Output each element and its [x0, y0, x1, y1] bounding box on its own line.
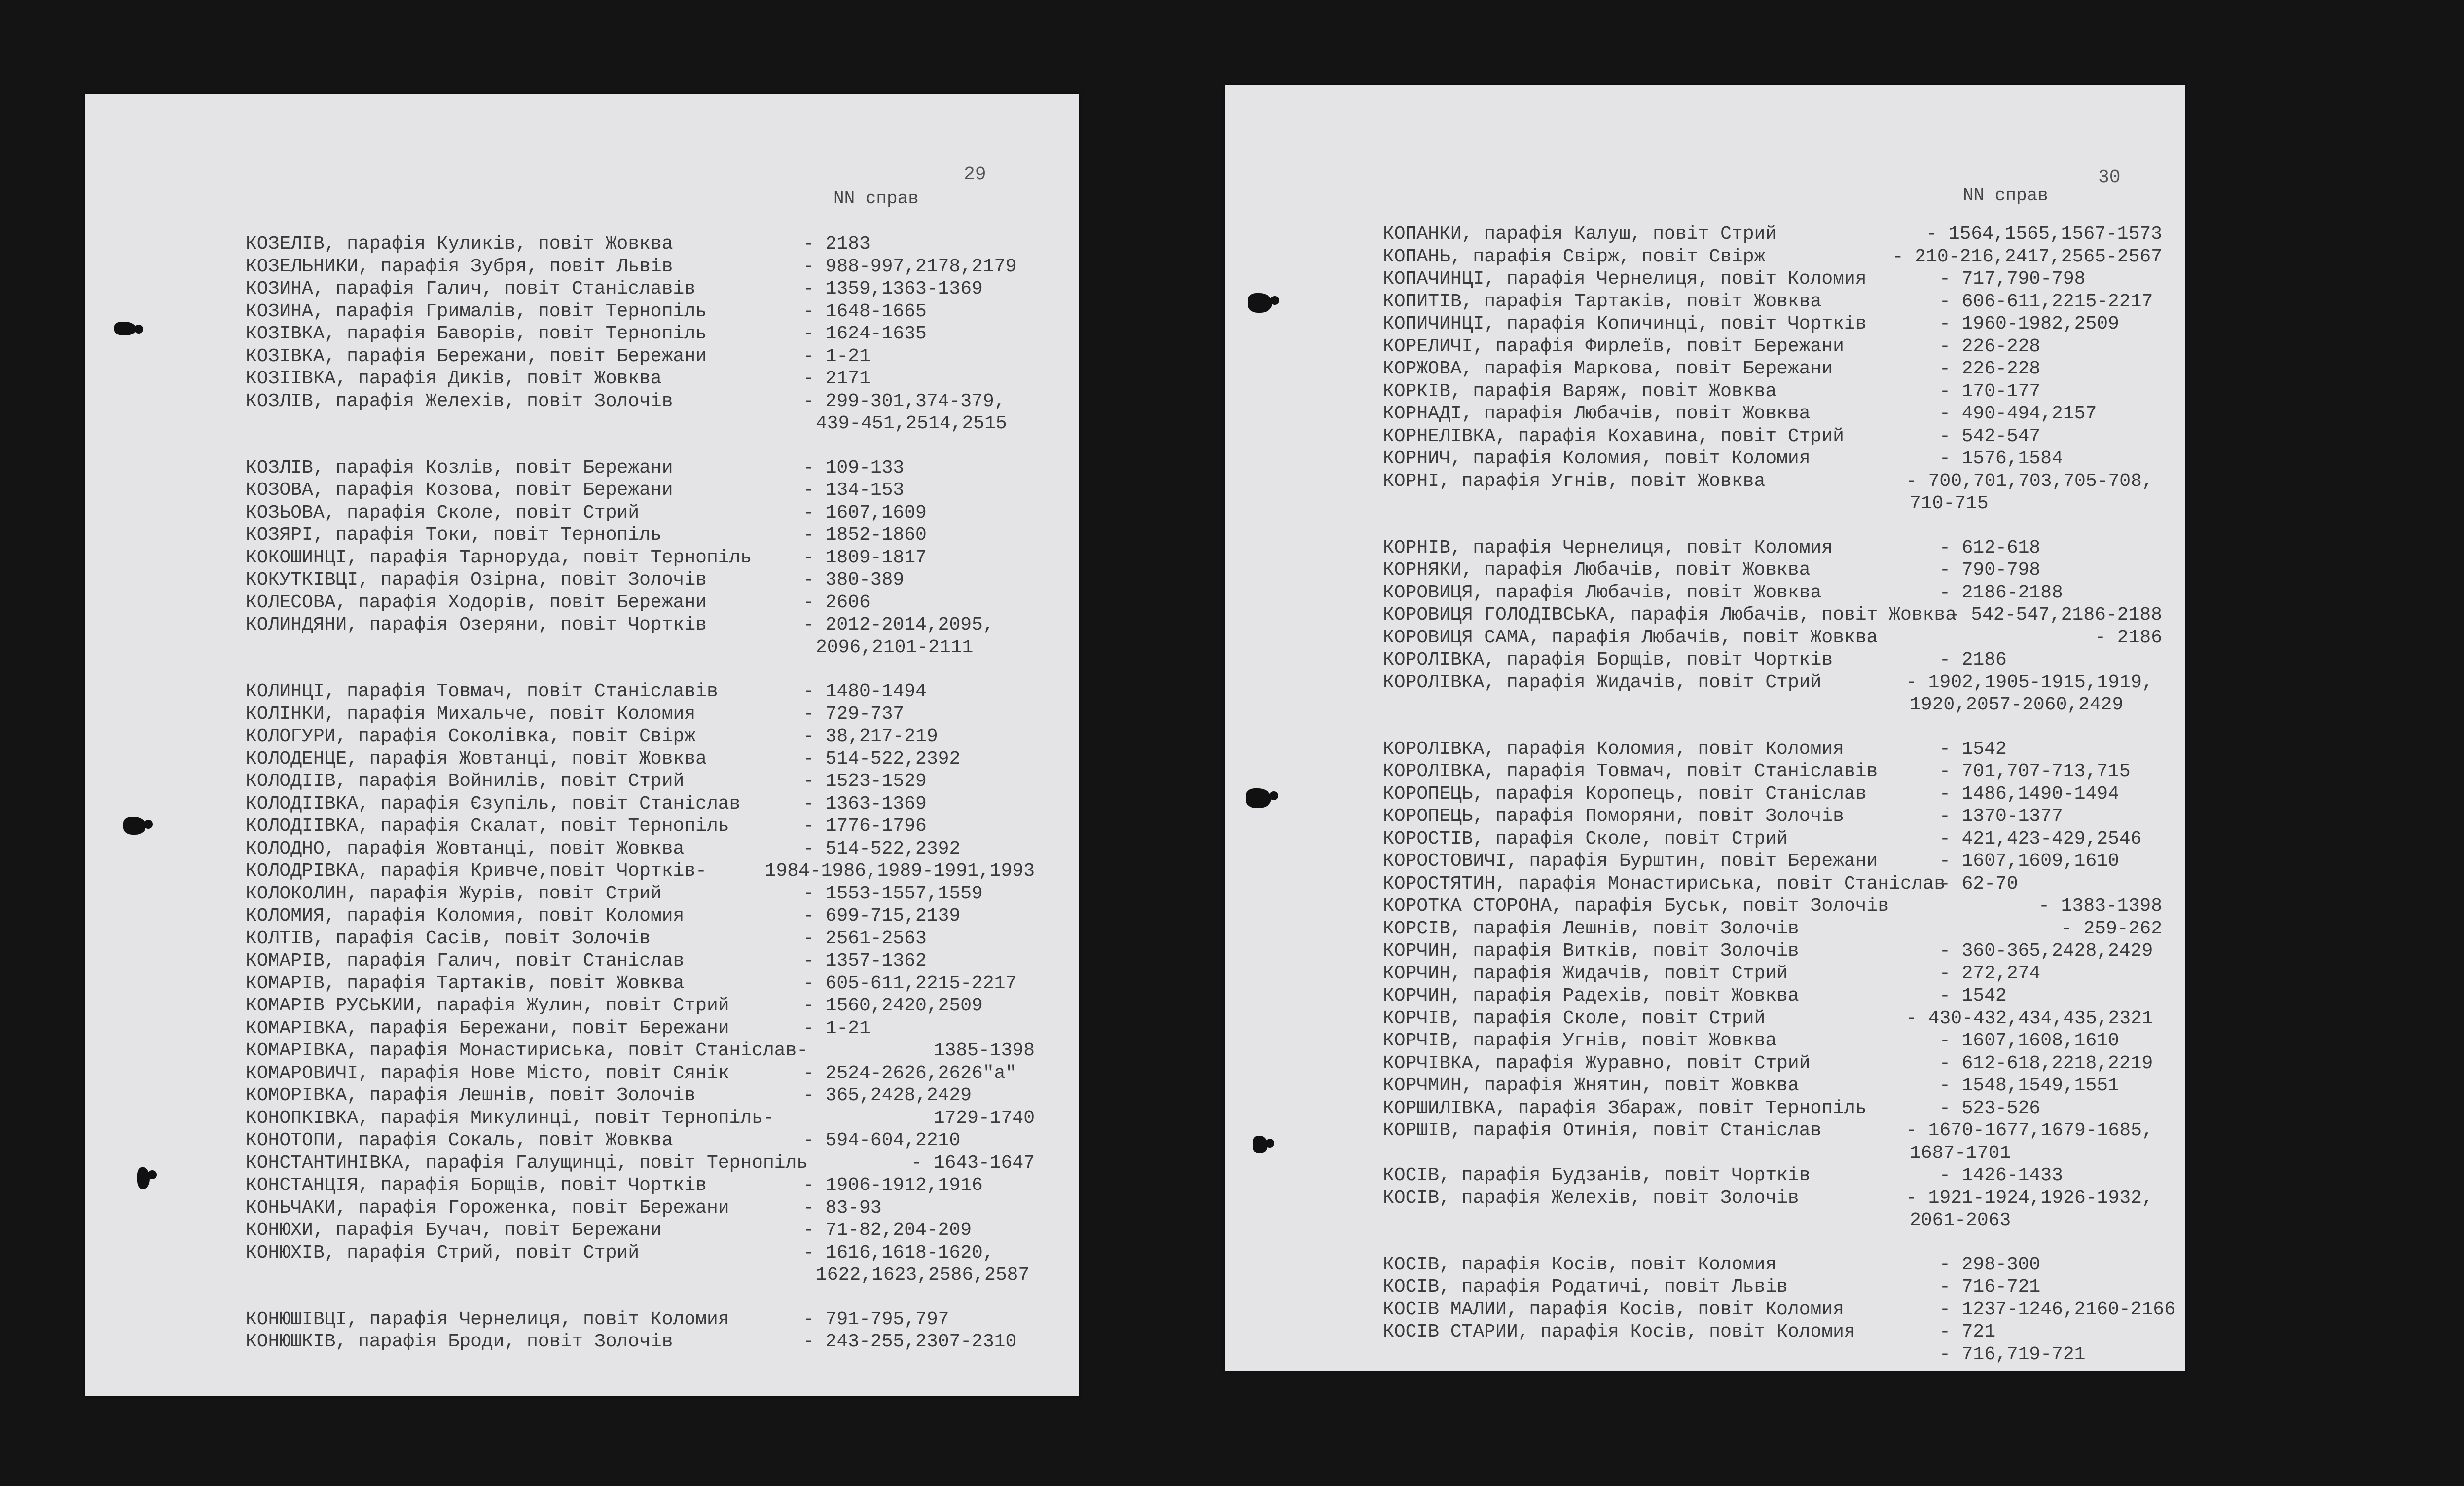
index-entry [246, 368, 1035, 390]
place-name: КОРОСТЯТИН, парафія Монастириська, повіт Станіслав [1383, 873, 1946, 894]
index-entries [246, 233, 1035, 1353]
case-numbers: - 1624-1635 [803, 323, 927, 344]
index-entry [1383, 738, 2162, 761]
place-name: КОЛИНДЯНИ, парафія Озеряни, повіт Чортків [246, 614, 707, 635]
case-numbers: - 1363-1369 [803, 793, 927, 815]
case-numbers: - 1426-1433 [1939, 1165, 2063, 1186]
case-numbers: - 523-526 [1939, 1097, 2041, 1119]
place-name: КОРНАДІ, парафія Любачів, повіт Жовква [1383, 403, 1811, 424]
case-numbers: - 1542 [1939, 985, 2007, 1006]
place-name: КОНСТАНТИНІВКА, парафія Галущинці, повіт Тернопіль [246, 1152, 808, 1174]
place-name: КОЛОДІІВКА, парафія Єзупіль, повіт Станіслав [246, 793, 741, 815]
case-numbers: - 1921-1924,1926-1932, [1906, 1187, 2153, 1209]
place-name: КОРНІВ, парафія Чернелиця, повіт Коломия [1383, 537, 1833, 558]
case-numbers: - 421,423-429,2546 [1939, 828, 2142, 850]
place-name: КОРЧМИН, парафія Жнятин, повіт Жовква [1383, 1075, 1799, 1096]
index-entry [246, 703, 1035, 726]
place-name: КОПАНЬ, парафія Свірж, повіт Свірж [1383, 246, 1766, 267]
case-numbers: - 1486,1490-1494 [1939, 783, 2119, 805]
place-name: КОРЧИН, парафія Радехів, повіт Жовква [1383, 985, 1799, 1006]
index-entry [246, 1152, 1035, 1175]
case-numbers: - 514-522,2392 [803, 748, 961, 770]
place-name: КОРОВИЦЯ, парафія Любачів, повіт Жовква [1383, 582, 1822, 603]
case-numbers: - 1809-1817 [803, 547, 927, 568]
punch-hole-mark [1248, 293, 1272, 313]
index-entry [246, 524, 1035, 547]
case-numbers: - 226-228 [1939, 335, 2041, 357]
index-entry [1383, 1187, 2162, 1232]
place-name: КОСІВ, парафія Желехів, повіт Золочів [1383, 1187, 1799, 1209]
case-numbers: - 2183 [803, 233, 870, 255]
case-numbers: - 1648-1665 [803, 300, 927, 322]
case-numbers: - 700,701,703,705-708, [1906, 470, 2153, 492]
place-name: КОРОСТІВ, парафія Сколе, повіт Стрий [1383, 828, 1788, 850]
case-numbers: - 791-795,797 [803, 1308, 949, 1330]
index-entry [246, 1084, 1035, 1107]
index-entry [1383, 671, 2162, 716]
place-name: КОМАРІВКА, парафія Бережани, повіт Бережани [246, 1017, 729, 1039]
index-entry [246, 569, 1035, 592]
index-entry [246, 1062, 1035, 1085]
case-numbers: - 2606 [803, 592, 870, 613]
index-entry [1383, 1254, 2162, 1276]
index-entry [1383, 223, 2162, 246]
index-entry [1383, 649, 2162, 671]
place-name: КОЗИНА, парафія Галич, повіт Станіславів [246, 278, 696, 299]
index-entry [246, 1040, 1035, 1062]
place-name: КОЗИНА, парафія Грималів, повіт Тернопіль [246, 300, 707, 322]
place-name: КОСІВ, парафія Будзанів, повіт Чортків [1383, 1165, 1811, 1186]
place-name: КОСІВ МАЛИИ, парафія Косів, повіт Коломия [1383, 1299, 1844, 1320]
case-numbers: - 1670-1677,1679-1685, [1906, 1120, 2153, 1141]
place-name: КОЗІВКА, парафія Баворів, повіт Тернопіль [246, 323, 707, 344]
index-entry [1383, 1030, 2162, 1052]
index-entry [1383, 470, 2162, 515]
place-name: КОКОШИНЦІ, парафія Тарноруда, повіт Тернопіль [246, 547, 752, 568]
case-numbers: - 380-389 [803, 569, 905, 591]
index-entry [246, 502, 1035, 524]
case-numbers: - 1902,1905-1915,1919, [1906, 671, 2153, 693]
punch-hole-mark [123, 817, 146, 835]
place-name: КОСІВ СТАРИИ, парафія Косів, повіт Коломия [1383, 1321, 1855, 1342]
case-numbers: - 1560,2420,2509 [803, 995, 983, 1016]
case-numbers: - 514-522,2392 [803, 838, 961, 859]
case-numbers: - 1960-1982,2509 [1939, 313, 2119, 334]
place-name: КОРОЛІВКА, парафія Коломия, повіт Коломия [1383, 738, 1844, 760]
case-numbers-continued: 1920,2057-2060,2429 [1910, 694, 2124, 715]
case-numbers: - 1616,1618-1620, [803, 1242, 994, 1263]
case-numbers-continued: 439-451,2514,2515 [816, 413, 1007, 434]
place-name: КОПАНКИ, парафія Калуш, повіт Стрий [1383, 223, 1777, 245]
case-numbers: - 2186 [1939, 649, 2007, 670]
index-entry [246, 1017, 1035, 1040]
index-entry [1383, 1007, 2162, 1030]
place-name: КОЛОДРІВКА, парафія Кривче,повіт Чортків- [246, 860, 707, 882]
place-name: КОРНЯКИ, парафія Любачів, повіт Жовква [1383, 559, 1811, 581]
place-name: КОПИЧИНЦІ, парафія Копичинці, повіт Чортків [1383, 313, 1867, 334]
place-name: КОПАЧИНЦІ, парафія Чернелиця, повіт Коломия [1383, 268, 1867, 290]
place-name: КОНСТАНЦІЯ, парафія Борщів, повіт Чортків [246, 1175, 707, 1196]
case-numbers: - 2186-2188 [1939, 582, 2063, 603]
case-numbers: - 1523-1529 [803, 771, 927, 792]
place-name: КОРЧІВКА, парафія Журавно, повіт Стрий [1383, 1052, 1811, 1074]
case-numbers: - 226-228 [1939, 358, 2041, 379]
index-entry [1383, 604, 2162, 627]
place-name: КОРОПЕЦЬ, парафія Коропець, повіт Станіслав [1383, 783, 1867, 805]
place-name: КОЛОМИЯ, парафія Коломия, повіт Коломия [246, 905, 685, 927]
place-name: КОМОРІВКА, парафія Лешнів, повіт Золочів [246, 1085, 696, 1106]
index-entry [1383, 246, 2162, 268]
case-numbers: - 1542 [1939, 738, 2007, 760]
case-numbers: - 717,790-798 [1939, 268, 2086, 290]
case-numbers: - 612-618 [1939, 537, 2041, 558]
index-entry [246, 748, 1035, 771]
place-name: КОСІВ, парафія Родатичі, повіт Львів [1383, 1276, 1788, 1298]
place-name: КОРНЕЛІВКА, парафія Кохавина, повіт Стрий [1383, 425, 1844, 447]
index-entry [1383, 1321, 2162, 1343]
case-numbers: 1984-1986,1989-1991,1993 [764, 860, 1035, 882]
index-entry [246, 725, 1035, 748]
place-name: КОРОЛІВКА, парафія Товмач, повіт Станіславів [1383, 761, 1878, 782]
case-numbers: - 1237-1246,2160-2166 [1939, 1299, 2175, 1320]
index-entry [1383, 918, 2162, 940]
place-name: КОРКІВ, парафія Варяж, повіт Жовква [1383, 380, 1777, 402]
place-name: КОРЧІВ, парафія Угнів, повіт Жовква [1383, 1030, 1777, 1051]
column-header: NN справ [1963, 186, 2048, 206]
case-numbers: - 594-604,2210 [803, 1130, 961, 1151]
place-name: КОРЕЛИЧІ, парафія Фирлеїв, повіт Бережани [1383, 335, 1844, 357]
index-entry [246, 323, 1035, 345]
index-entry [246, 1242, 1035, 1287]
index-entry [246, 1331, 1035, 1353]
case-numbers-continued: 2096,2101-2111 [816, 636, 974, 658]
place-name: КОРШИЛІВКА, парафія Збараж, повіт Тернопіль [1383, 1097, 1867, 1119]
punch-hole-mark [137, 1167, 150, 1189]
place-name: КОНЮШІВЦІ, парафія Чернелиця, повіт Коломия [246, 1308, 729, 1330]
case-numbers: - 2171 [803, 368, 870, 389]
place-name: КОЛОДІІВКА, парафія Скалат, повіт Тернопіль [246, 816, 729, 837]
index-entry [246, 1174, 1035, 1197]
place-name: КОМАРІВ, парафія Тартаків, повіт Жовква [246, 972, 685, 994]
place-name: КОЛІНКИ, парафія Михальче, повіт Коломия [246, 703, 696, 725]
index-entry [246, 972, 1035, 995]
index-entry [246, 614, 1035, 659]
index-entry [1383, 447, 2162, 470]
right-document-page [1225, 85, 2185, 1371]
place-name: КОЗЯРІ, парафія Токи, повіт Тернопіль [246, 524, 662, 546]
case-numbers: - 1607,1608,1610 [1939, 1030, 2119, 1051]
case-numbers: - 2012-2014,2095, [803, 614, 994, 635]
index-entry [246, 793, 1035, 816]
case-numbers: - 299-301,374-379, [803, 390, 1006, 412]
place-name: КОМАРІВ, парафія Галич, повіт Станіслав [246, 950, 685, 971]
index-entry [1383, 760, 2162, 783]
case-numbers: - 2561-2563 [803, 928, 927, 949]
index-entry [1383, 783, 2162, 806]
place-name: КОНОТОПИ, парафія Сокаль, повіт Жовква [246, 1130, 673, 1151]
index-entry [246, 860, 1035, 883]
index-entry [246, 928, 1035, 950]
index-entry [1383, 335, 2162, 358]
case-numbers: - 790-798 [1939, 559, 2041, 581]
case-numbers-continued: 1687-1701 [1910, 1142, 2011, 1164]
case-numbers: - 1576,1584 [1939, 448, 2063, 469]
punch-hole-mark [1246, 788, 1271, 808]
place-name: КОРОТКА СТОРОНА, парафія Буськ, повіт Золочів [1383, 895, 1889, 917]
place-name: КОЛОДНО, парафія Жовтанці, повіт Жовква [246, 838, 685, 859]
case-numbers: - 1607,1609,1610 [1939, 851, 2119, 872]
punch-hole-mark [114, 322, 136, 335]
case-numbers: - 1480-1494 [803, 681, 927, 702]
index-entry [246, 390, 1035, 435]
place-name: КОЗЕЛЬНИКИ, парафія Зубря, повіт Львів [246, 256, 673, 277]
place-name: КОРЖОВА, парафія Маркова, повіт Бережани [1383, 358, 1833, 379]
place-name: КОЗІВКА, парафія Бережани, повіт Бережани [246, 345, 707, 367]
place-name: КОЛЕСОВА, парафія Ходорів, повіт Бережани [246, 592, 707, 613]
index-entry [1383, 895, 2162, 918]
case-numbers: - 716-721 [1939, 1276, 2041, 1298]
case-numbers: - 170-177 [1939, 380, 2041, 402]
case-numbers: - 71-82,204-209 [803, 1220, 972, 1241]
index-entry [246, 770, 1035, 793]
case-numbers-continued: 2061-2063 [1910, 1210, 2011, 1231]
case-numbers: - 243-255,2307-2310 [803, 1331, 1017, 1352]
case-numbers: - 1-21 [803, 345, 870, 367]
case-numbers: - 134-153 [803, 480, 905, 501]
index-entry [1383, 559, 2162, 582]
index-entry [246, 300, 1035, 323]
place-name: КОРОЛІВКА, парафія Борщів, повіт Чортків [1383, 649, 1833, 670]
place-name: КОРОВИЦЯ ГОЛОДІВСЬКА, парафія Любачів, повіт Жовква [1383, 604, 1957, 626]
case-numbers: - 1370-1377 [1939, 806, 2063, 827]
index-entry [1383, 940, 2162, 963]
place-name: КОРЧИН, парафія Витків, повіт Золочів [1383, 940, 1799, 962]
index-entry [1383, 582, 2162, 604]
index-entry [1383, 985, 2162, 1007]
index-entries [1383, 223, 2175, 1366]
place-name: КОЗЛІВ, парафія Желехів, повіт Золочів [246, 390, 673, 412]
case-numbers: - 1548,1549,1551 [1939, 1075, 2119, 1096]
place-name: КОРНІ, парафія Угнів, повіт Жовква [1383, 470, 1766, 492]
case-numbers: - 83-93 [803, 1197, 882, 1219]
place-name: КОЗЛІВ, парафія Козлів, повіт Бережани [246, 457, 673, 479]
index-entry [1383, 850, 2162, 873]
index-entry [246, 905, 1035, 928]
index-entry [246, 1219, 1035, 1242]
place-name: КОМАРІВ РУСЬКИИ, парафія Жулин, повіт Стрий [246, 995, 729, 1016]
case-numbers: - 1906-1912,1916 [803, 1175, 983, 1196]
place-name: КОЗОВА, парафія Козова, повіт Бережани [246, 480, 673, 501]
index-entry [1383, 358, 2162, 380]
place-name: КОСІВ, парафія Косів, повіт Коломия [1383, 1254, 1777, 1275]
case-numbers: - 272,274 [1939, 963, 2041, 984]
case-numbers: - 430-432,434,435,2321 [1906, 1007, 2153, 1029]
place-name: КОРСІВ, парафія Лешнів, повіт Золочів [1383, 918, 1799, 939]
place-name: КОЗІІВКА, парафія Диків, повіт Жовква [246, 368, 662, 389]
index-entry [1383, 291, 2162, 313]
place-name: КОРОЛІВКА, парафія Жидачів, повіт Стрий [1383, 671, 1822, 693]
index-entry [246, 950, 1035, 972]
case-numbers: - 2186 [2095, 627, 2162, 648]
index-entry [1383, 873, 2162, 895]
case-numbers: - 1359,1363-1369 [803, 278, 983, 299]
case-numbers: - 699-715,2139 [803, 905, 961, 927]
index-entry [246, 1129, 1035, 1152]
index-entry [1383, 1052, 2162, 1075]
case-numbers: - 365,2428,2429 [803, 1085, 972, 1106]
case-numbers: - 38,217-219 [803, 726, 938, 747]
place-name: КОНЬЧАКИ, парафія Гороженка, повіт Бережани [246, 1197, 729, 1219]
case-numbers: - 210-216,2417,2565-2567 [1892, 246, 2162, 267]
case-numbers: 1385-1398 [933, 1040, 1035, 1061]
index-entry [1383, 828, 2162, 851]
place-name: КОНЮХІВ, парафія Стрий, повіт Стрий [246, 1242, 640, 1263]
index-entry [1383, 425, 2162, 448]
case-numbers: - 988-997,2178,2179 [803, 256, 1017, 277]
index-entry [1383, 627, 2162, 649]
place-name: КОРЧИН, парафія Жидачів, повіт Стрий [1383, 963, 1788, 984]
index-entry [246, 815, 1035, 838]
punch-hole-mark [1253, 1136, 1268, 1153]
index-entry [1383, 805, 2162, 828]
place-name: КОЛОГУРИ, парафія Соколівка, повіт Свірж [246, 726, 696, 747]
index-entry [246, 680, 1035, 703]
place-name: КОРНИЧ, парафія Коломия, повіт Коломия [1383, 448, 1811, 469]
index-entry [246, 592, 1035, 614]
case-numbers: - 606-611,2215-2217 [1939, 291, 2153, 312]
page-number: 30 [2098, 167, 2121, 188]
case-numbers: - 1643-1647 [911, 1152, 1035, 1174]
case-numbers: - 542-547 [1939, 425, 2041, 447]
place-name: КОНЮХИ, парафія Бучач, повіт Бережани [246, 1220, 662, 1241]
place-name: КОЛОДІІВ, парафія Войнилів, повіт Стрий [246, 771, 685, 792]
index-entry [246, 1107, 1035, 1130]
index-entry [1383, 403, 2162, 425]
page-number: 29 [964, 164, 986, 185]
case-numbers: - 1-21 [803, 1017, 870, 1039]
place-name: КОЛОКОЛИН, парафія Журів, повіт Стрий [246, 883, 662, 904]
place-name: КОНЮШКІВ, парафія Броди, повіт Золочів [246, 1331, 673, 1352]
index-entry [246, 256, 1035, 278]
case-numbers: - 1357-1362 [803, 950, 927, 971]
index-entry [246, 995, 1035, 1017]
index-entry [246, 278, 1035, 300]
case-numbers: - 716,719-721 [1939, 1343, 2086, 1365]
case-numbers: - 2524-2626,2626"а" [803, 1062, 1017, 1084]
index-entry [1383, 1299, 2175, 1321]
place-name: КОРШІВ, парафія Отинія, повіт Станіслав [1383, 1120, 1822, 1141]
case-numbers: - 605-611,2215-2217 [803, 972, 1017, 994]
index-entry [1383, 963, 2162, 985]
case-numbers: - 729-737 [803, 703, 905, 725]
index-entry [1383, 1164, 2162, 1187]
index-entry [1383, 268, 2162, 291]
place-name: КОРОВИЦЯ САМА, парафія Любачів, повіт Жовква [1383, 627, 1878, 648]
case-numbers: - 360-365,2428,2429 [1939, 940, 2153, 962]
left-document-page [85, 94, 1079, 1396]
case-numbers: - 701,707-713,715 [1939, 761, 2131, 782]
index-entry [246, 838, 1035, 860]
place-name: КОКУТКІВЦІ, парафія Озірна, повіт Золочів [246, 569, 707, 591]
case-numbers: - 1852-1860 [803, 524, 927, 546]
index-entry [246, 883, 1035, 905]
case-numbers-continued: 1622,1623,2586,2587 [816, 1264, 1030, 1286]
place-name: КОРЧІВ, парафія Сколе, повіт Стрий [1383, 1007, 1766, 1029]
index-entry [1383, 537, 2162, 559]
case-numbers: - 298-300 [1939, 1254, 2041, 1275]
case-numbers: - 612-618,2218,2219 [1939, 1052, 2153, 1074]
case-numbers: - 490-494,2157 [1939, 403, 2097, 424]
index-entry [246, 547, 1035, 569]
index-entry [1383, 1119, 2162, 1164]
index-entry [246, 457, 1035, 480]
index-entry [246, 1308, 1035, 1331]
case-numbers: - 109-133 [803, 457, 905, 479]
case-numbers: - 1607,1609 [803, 502, 927, 523]
index-entry [1383, 1276, 2162, 1299]
case-numbers: - 62-70 [1939, 873, 2018, 894]
index-entry [1383, 1343, 2162, 1366]
place-name: КОМАРОВИЧІ, парафія Нове Місто, повіт Сянік [246, 1062, 729, 1084]
case-numbers: 1729-1740 [933, 1107, 1035, 1129]
index-entry [246, 233, 1035, 256]
place-name: КОРОСТОВИЧІ, парафія Бурштин, повіт Бережани [1383, 851, 1878, 872]
case-numbers-continued: 710-715 [1910, 493, 1989, 514]
index-entry [246, 1197, 1035, 1220]
place-name: КОЛОДЕНЦЕ, парафія Жовтанці, повіт Жовква [246, 748, 707, 770]
index-entry [246, 345, 1035, 368]
place-name: КОЛИНЦІ, парафія Товмач, повіт Станіславів [246, 681, 718, 702]
place-name: КОРОПЕЦЬ, парафія Поморяни, повіт Золочів [1383, 806, 1844, 827]
place-name: КОПИТІВ, парафія Тартаків, повіт Жовква [1383, 291, 1822, 312]
index-entry [1383, 1097, 2162, 1120]
index-entry [1383, 313, 2162, 335]
index-entry [1383, 380, 2162, 403]
place-name: КОЛТІВ, парафія Сасів, повіт Золочів [246, 928, 651, 949]
case-numbers: - 1564,1565,1567-1573 [1926, 223, 2162, 245]
place-name: КОЗЕЛІВ, парафія Куликів, повіт Жовква [246, 233, 673, 255]
place-name: КОМАРІВКА, парафія Монастириська, повіт Станіслав- [246, 1040, 808, 1061]
place-name: КОЗЬОВА, парафія Сколе, повіт Стрий [246, 502, 640, 523]
case-numbers: - 1553-1557,1559 [803, 883, 983, 904]
index-entry [1383, 1075, 2162, 1097]
case-numbers: - 259-262 [2061, 918, 2162, 939]
case-numbers: - 721 [1939, 1321, 1996, 1342]
case-numbers: - 542-547,2186-2188 [1948, 604, 2162, 626]
place-name: КОНОПКІВКА, парафія Микулинці, повіт Тернопіль- [246, 1107, 774, 1129]
case-numbers: - 1776-1796 [803, 816, 927, 837]
column-header: NN справ [833, 188, 919, 209]
case-numbers: - 1383-1398 [2038, 895, 2162, 917]
index-entry [246, 479, 1035, 502]
